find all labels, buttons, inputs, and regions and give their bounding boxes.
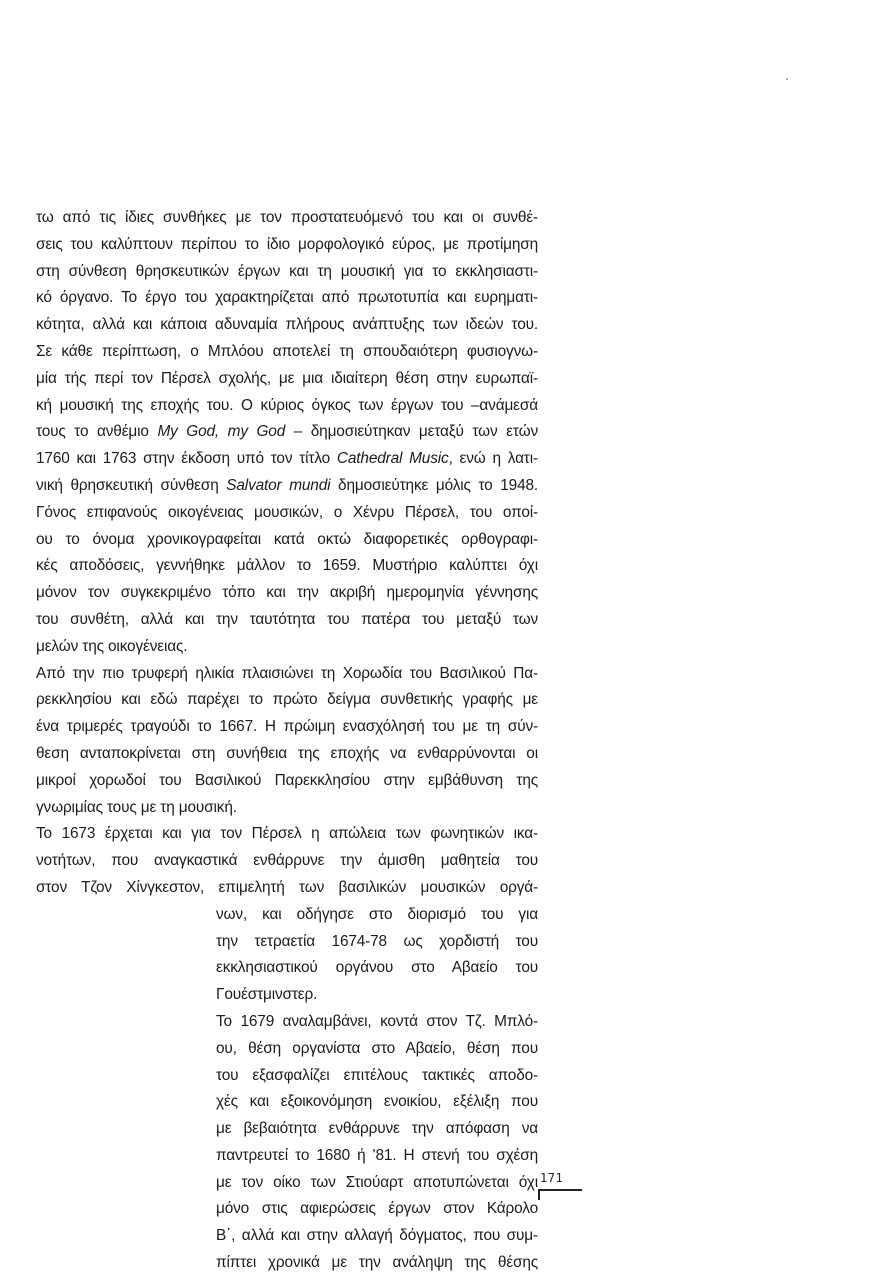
- text-line: κό όργανο. Το έργο του χαρακτηρίζεται από πρωτοτυπία και ευρηματι-: [36, 289, 538, 307]
- text-line: Σε κάθε περίπτωση, ο Μπλόου αποτελεί τη σπουδαιότερη φυσιογνω-: [36, 342, 538, 360]
- text-line: μόνον τον συγκεκριμένο τόπο και την ακριβή ημερομηνία γέννησης: [36, 584, 538, 602]
- text-line: ου το όνομα χρονικογραφείται κατά οκτώ διαφορετικές ορθογραφι-: [36, 530, 538, 548]
- text-line: μία τής περί τον Πέρσελ σχολής, με μια ιδιαίτερη θέση στην ευρωπαϊ-: [36, 369, 538, 387]
- text-line: Το 1679 αναλαμβάνει, κοντά στον Τζ. Μπλό-: [216, 1012, 538, 1030]
- text-line: παντρευτεί το 1680 ή '81. Η στενή του σχέση: [216, 1146, 538, 1164]
- text-line: κότητα, αλλά και κάποια αδυναμία πλήρους ανάπτυξης των ιδεών του.: [36, 316, 538, 334]
- text-line: την τετραετία 1674-78 ως χορδιστή του: [216, 932, 538, 950]
- text-line: νοτήτων, που αναγκαστικά ενθάρρυνε την άμισθη μαθητεία του: [36, 852, 538, 870]
- text-line: του συνθέτη, αλλά και την ταυτότητα του πατέρα του μεταξύ των: [36, 610, 538, 628]
- text-line: τους το ανθέμιο My God, my God – δημοσιεύτηκαν μεταξύ των ετών: [36, 423, 538, 441]
- text-line: Β΄, αλλά και στην αλλαγή δόγματος, που συμ-: [216, 1227, 538, 1245]
- text-line: Από την πιο τρυφερή ηλικία πλαισιώνει τη Χορωδία του Βασιλικού Πα-: [36, 664, 538, 682]
- text-line: κή μουσική της εποχής του. Ο κύριος όγκος των έργων του –ανάμεσά: [36, 396, 538, 414]
- text-line: σεις του καλύπτουν περίπου το ίδιο μορφολογικό εύρος, με προτίμηση: [36, 235, 538, 253]
- text-line: με τον οίκο των Στιούαρτ αποτυπώνεται όχι: [216, 1173, 538, 1191]
- text-line: εκκλησιαστικού οργάνου στο Αβαείο του: [216, 959, 538, 977]
- text-line: στον Τζον Χίνγκεστον, επιμελητή των βασιλικών μουσικών οργά-: [36, 878, 538, 896]
- text-line: πίπτει χρονικά με την ανάληψη της θέσης: [216, 1254, 538, 1272]
- text-line: ου, θέση οργανίστα στο Αβαείο, θέση που: [216, 1039, 538, 1057]
- page-number-rule-tick: [538, 1189, 540, 1200]
- text-line: κές αποδόσεις, γεννήθηκε μάλλον το 1659. Μυστήριο καλύπτει όχι: [36, 557, 538, 575]
- work-title: Salvator mundi: [226, 476, 331, 494]
- text-line: μικροί χορωδοί του Βασιλικού Παρεκκλησίου στην εμβάθυνση της: [36, 771, 538, 789]
- text-line: νική θρησκευτική σύνθεση Salvator mundi δημοσιεύτηκε μόλις το 1948.: [36, 476, 538, 494]
- text-line: του εξασφαλίζει επιτέλους τακτικές αποδο-: [216, 1066, 538, 1084]
- body-text: [36, 205, 538, 1277]
- text-line: γνωριμίας τους με τη μουσική.: [36, 798, 237, 816]
- text-line: ρεκκλησίου και εδώ παρέχει το πρώτο δείγμα συνθετικής γραφής με: [36, 691, 538, 709]
- work-title: My God, my God: [157, 423, 286, 441]
- page-number: 171: [540, 1171, 564, 1185]
- text-line: Γουέστμινστερ.: [216, 986, 318, 1004]
- scan-speck: [786, 78, 788, 80]
- text-line: στη σύνθεση θρησκευτικών έργων και τη μουσική για το εκκλησιαστι-: [36, 262, 538, 280]
- text-line: Το 1673 έρχεται και για τον Πέρσελ η απώλεια των φωνητικών ικα-: [36, 825, 538, 843]
- text-line: μόνο στις αφιερώσεις έργων στον Κάρολο: [216, 1200, 538, 1218]
- publication-title: Cathedral Music: [336, 450, 449, 468]
- text-line: ένα τριμερές τραγούδι το 1667. Η πρώιμη ενασχόλησή του με τη σύν-: [36, 718, 538, 736]
- page-number-rule: [538, 1189, 582, 1191]
- text-line: τω από τις ίδιες συνθήκες με τον προστατευόμενό του και οι συνθέ-: [36, 209, 538, 226]
- text-line: με βεβαιότητα ενθάρρυνε την απόφαση να: [216, 1120, 538, 1138]
- text-line: 1760 και 1763 στην έκδοση υπό τον τίτλο Cathedral Music, ενώ η λατι-: [36, 450, 538, 468]
- text-line: χές και εξοικονόμηση ενοικίου, εξέλιξη που: [216, 1093, 538, 1111]
- text-line: μελών της οικογένειας.: [36, 637, 188, 655]
- text-line: Γόνος επιφανούς οικογένειας μουσικών, ο Χένρυ Πέρσελ, του οποί-: [36, 503, 538, 521]
- text-line: θεση ανταποκρίνεται στη συνήθεια της εποχής να ενθαρρύνονται οι: [36, 744, 538, 762]
- text-line: νων, και οδήγησε στο διορισμό του για: [216, 905, 538, 923]
